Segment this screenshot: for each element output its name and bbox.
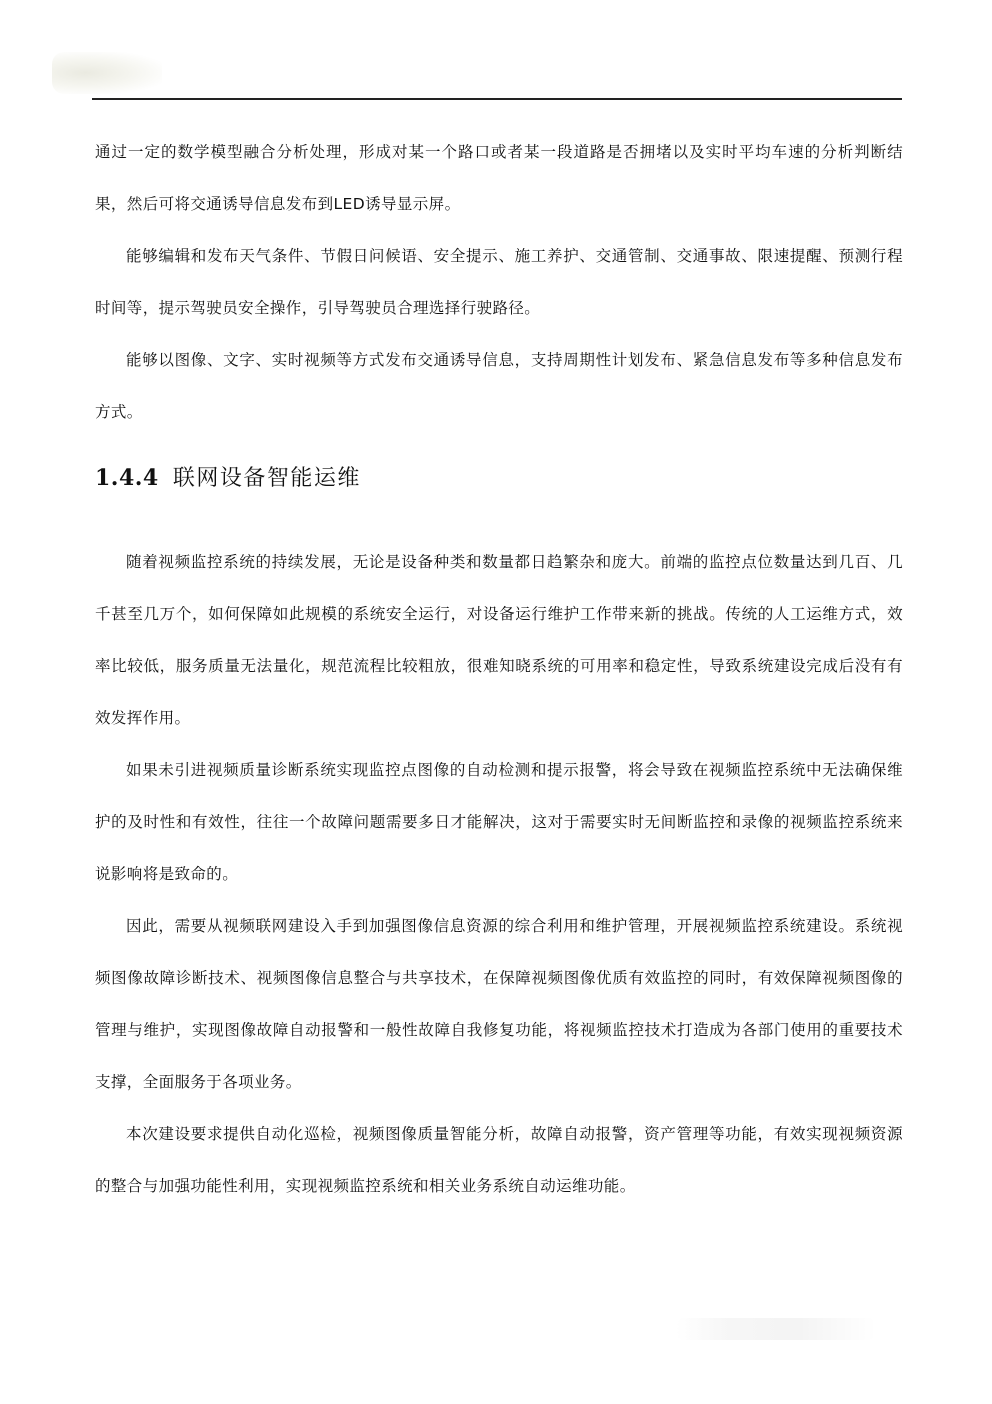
section-number: 1.4.4: [95, 465, 159, 491]
paragraph: 能够以图像、文字、实时视频等方式发布交通诱导信息，支持周期性计划发布、紧急信息发布等多种信息发布方式。: [95, 351, 903, 421]
document-body: [95, 126, 903, 1212]
section-title: 联网设备智能运维: [172, 466, 361, 491]
paragraph: 如果未引进视频质量诊断系统实现监控点图像的自动检测和提示报警，将会导致在视频监控系统中无法确保维护的及时性和有效性，往往一个故障问题需要多日才能解决，这对于需要实时无间断监控和录像的视频监控系统来说影响将是致命的。: [95, 761, 903, 883]
header-rule: [92, 98, 902, 100]
paragraph: 因此，需要从视频联网建设入手到加强图像信息资源的综合利用和维护管理，开展视频监控系统建设。系统视频图像故障诊断技术、视频图像信息整合与共享技术，在保障视频图像优质有效监控的同时，有效保障视频图像的管理与维护，实现图像故障自动报警和一般性故障自我修复功能，将视频监控技术打造成为各部门使用的重要技术支撑，全面服务于各项业务。: [95, 917, 903, 1091]
section-heading: [95, 452, 903, 504]
header-logo-watermark: [52, 52, 162, 94]
paragraph: 本次建设要求提供自动化巡检，视频图像质量智能分析，故障自动报警，资产管理等功能，有效实现视频资源的整合与加强功能性利用，实现视频监控系统和相关业务系统自动运维功能。: [95, 1125, 903, 1195]
paragraph-continued: 通过一定的数学模型融合分析处理，形成对某一个路口或者某一段道路是否拥堵以及实时平均车速的分析判断结果，然后可将交通诱导信息发布到LED诱导显示屏。: [95, 143, 903, 213]
footer-watermark: [676, 1318, 876, 1340]
paragraph: 能够编辑和发布天气条件、节假日问候语、安全提示、施工养护、交通管制、交通事故、限速提醒、预测行程时间等，提示驾驶员安全操作，引导驾驶员合理选择行驶路径。: [95, 247, 903, 317]
paragraph: 随着视频监控系统的持续发展，无论是设备种类和数量都日趋繁杂和庞大。前端的监控点位数量达到几百、几千甚至几万个，如何保障如此规模的系统安全运行，对设备运行维护工作带来新的挑战。传统的人工运维方式，效率比较低，服务质量无法量化，规范流程比较粗放，很难知晓系统的可用率和稳定性，导致系统建设完成后没有有效发挥作用。: [95, 553, 903, 727]
